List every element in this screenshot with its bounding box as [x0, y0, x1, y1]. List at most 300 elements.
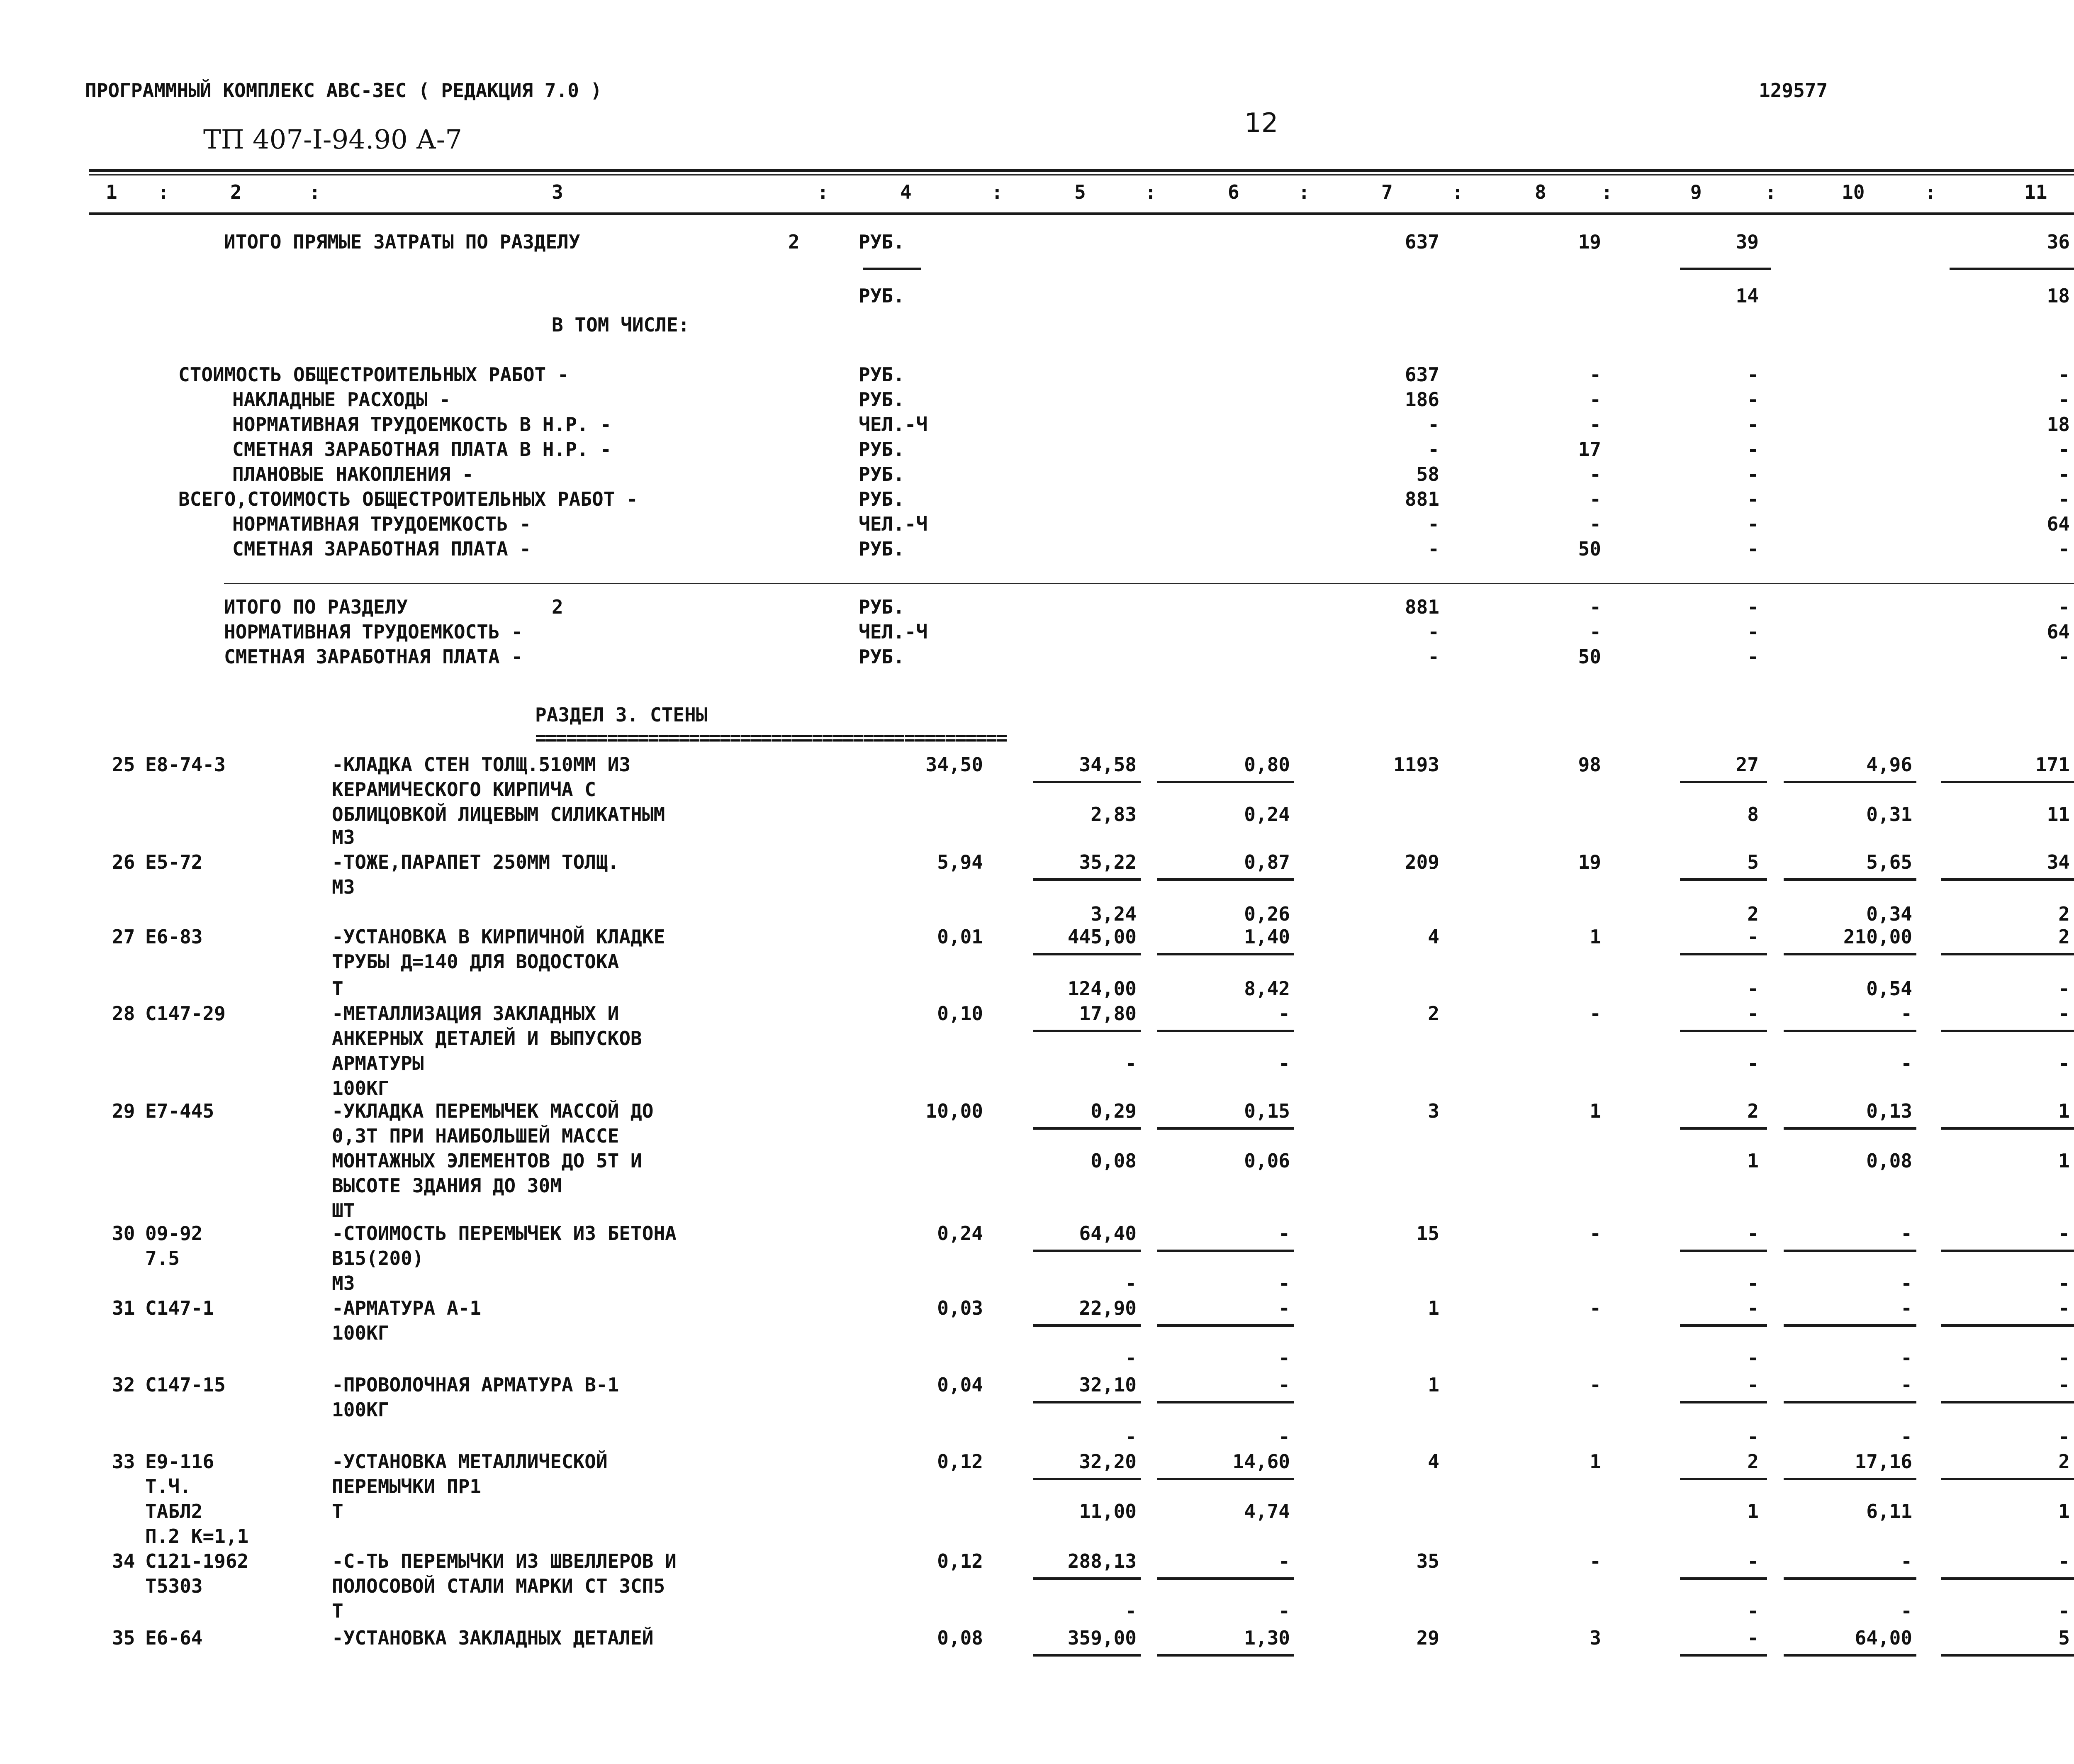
row-value-c6: - [1278, 1052, 1290, 1074]
row-value-c9: - [1747, 926, 1759, 948]
row-description: АРМАТУРЫ [332, 1052, 424, 1074]
summary-label: В ТОМ ЧИСЛЕ: [552, 314, 690, 336]
row-description: -АРМАТУРА А-1 [332, 1297, 482, 1319]
row-number: 33 [112, 1450, 135, 1473]
row-value-c10: 0,31 [1866, 803, 1912, 826]
row-number: 32 [112, 1374, 135, 1396]
row-value-c9: 2 [1747, 1450, 1759, 1473]
summary-value-c11: - [2058, 438, 2070, 460]
row-number: 35 [112, 1627, 135, 1649]
value-underline [1784, 1250, 1916, 1252]
row-description: -УКЛАДКА ПЕРЕМЫЧЕК МАССОЙ ДО [332, 1100, 654, 1122]
value-underline [1680, 1250, 1767, 1252]
row-value-c6: - [1278, 1425, 1290, 1448]
row-value-c11: - [2058, 1297, 2070, 1319]
value-underline [1784, 1030, 1916, 1032]
row-description: Т [332, 977, 343, 1000]
summary-unit: ЧЕЛ.-Ч [859, 413, 928, 436]
row-description: МОНТАЖНЫХ ЭЛЕМЕНТОВ ДО 5Т И [332, 1150, 642, 1172]
row-quantity: 0,24 [937, 1222, 983, 1245]
value-underline [1784, 781, 1916, 783]
value-underline [1157, 953, 1294, 955]
row-value-c9: 2 [1747, 1100, 1759, 1122]
summary-unit: РУБ. [859, 438, 905, 460]
row-value-c10: 4,96 [1866, 753, 1912, 776]
row-value-c5: - [1125, 1052, 1137, 1074]
row-value-c11: 11 [2047, 803, 2070, 826]
summary-value-c7: - [1428, 621, 1439, 643]
row-value-c11: - [2058, 1347, 2070, 1369]
row-value-c9: - [1747, 1272, 1759, 1294]
value-underline [1941, 1577, 2074, 1580]
row-quantity: 10,00 [925, 1100, 983, 1122]
value-underline [1157, 1478, 1294, 1480]
value-underline [1033, 1577, 1141, 1580]
value-underline [1680, 1401, 1767, 1403]
summary-value-c7: 881 [1405, 488, 1439, 510]
row-value-c5: 359,00 [1067, 1627, 1137, 1649]
row-value-c10: - [1901, 1374, 1912, 1396]
row-value-c10: - [1901, 1222, 1912, 1245]
summary-value-c7: - [1428, 438, 1439, 460]
row-value-c6: - [1278, 1374, 1290, 1396]
column-separator: : [1925, 181, 1936, 203]
summary-value-c11: 18 [2047, 413, 2070, 436]
value-underline [1680, 953, 1767, 955]
column-number: 5 [1074, 181, 1086, 203]
column-number: 10 [1842, 181, 1865, 203]
total-underline [1950, 268, 2074, 270]
row-value-c5: 0,29 [1091, 1100, 1137, 1122]
summary-value-c11: 64 [2047, 621, 2070, 643]
row-code: С147-1 [145, 1297, 214, 1319]
column-number: 7 [1381, 181, 1393, 203]
row-value-c9: - [1747, 1052, 1759, 1074]
row-description: -КЛАДКА СТЕН ТОЛЩ.510ММ ИЗ [332, 753, 631, 776]
row-value-c5: 2,83 [1091, 803, 1137, 826]
summary-value-c8: - [1590, 513, 1601, 535]
row-value-c7: 29 [1416, 1627, 1439, 1649]
header-top-rule [89, 169, 2074, 172]
summary-unit: РУБ. [859, 231, 905, 253]
summary-value-c9: - [1747, 513, 1759, 535]
row-value-c10: 17,16 [1855, 1450, 1912, 1473]
value-underline [1680, 1127, 1767, 1130]
row-description: Т [332, 1600, 343, 1622]
summary-unit: РУБ. [859, 646, 905, 668]
row-value-c9: - [1747, 1222, 1759, 1245]
row-code: С147-15 [145, 1374, 226, 1396]
row-value-c5: - [1125, 1600, 1137, 1622]
row-value-c10: - [1901, 1052, 1912, 1074]
row-value-c9: - [1747, 1297, 1759, 1319]
value-underline [1033, 1127, 1141, 1130]
value-underline [1941, 1401, 2074, 1403]
row-value-c10: - [1901, 1002, 1912, 1025]
row-value-c9: - [1747, 977, 1759, 1000]
summary-value-c8: 19 [1578, 231, 1601, 253]
summary-value-c9: - [1747, 621, 1759, 643]
value-underline [1784, 878, 1916, 881]
row-description: ПЕРЕМЫЧКИ ПР1 [332, 1475, 482, 1498]
summary-unit: РУБ. [859, 388, 905, 411]
summary-label: ПЛАНОВЫЕ НАКОПЛЕНИЯ - [232, 463, 474, 485]
row-value-c6: 0,06 [1244, 1150, 1290, 1172]
row-value-c5: 17,80 [1079, 1002, 1137, 1025]
row-value-c5: - [1125, 1347, 1137, 1369]
row-value-c11: - [2058, 1272, 2070, 1294]
value-underline [1680, 1577, 1767, 1580]
summary-unit: РУБ. [859, 363, 905, 386]
row-code: 7.5 [145, 1247, 180, 1269]
row-value-c11: - [2058, 1222, 2070, 1245]
row-description: 100КГ [332, 1077, 389, 1099]
row-value-c8: 19 [1578, 851, 1601, 873]
row-value-c5: - [1125, 1272, 1137, 1294]
row-number: 26 [112, 851, 135, 873]
row-description: 100КГ [332, 1322, 389, 1344]
row-code: Т.Ч. [145, 1475, 191, 1498]
summary-value-c11: - [2058, 488, 2070, 510]
row-description: ШТ [332, 1199, 355, 1222]
row-value-c9: 27 [1736, 753, 1759, 776]
column-separator: : [817, 181, 829, 203]
row-value-c6: 0,26 [1244, 903, 1290, 925]
value-underline [1157, 1127, 1294, 1130]
summary-value-c8: - [1590, 621, 1601, 643]
summary-value-c9: - [1747, 363, 1759, 386]
row-value-c10: 64,00 [1855, 1627, 1912, 1649]
row-value-c5: 3,24 [1091, 903, 1137, 925]
value-underline [1033, 1401, 1141, 1403]
summary-value-c7: 58 [1416, 463, 1439, 485]
value-underline [1157, 1401, 1294, 1403]
summary-unit: РУБ. [859, 538, 905, 560]
row-value-c6: - [1278, 1002, 1290, 1025]
value-underline [1157, 1324, 1294, 1327]
value-underline [1784, 953, 1916, 955]
row-value-c10: 0,54 [1866, 977, 1912, 1000]
value-underline [1941, 953, 2074, 955]
value-underline [1784, 1127, 1916, 1130]
summary-label: СМЕТНАЯ ЗАРАБОТНАЯ ПЛАТА В Н.Р. - [232, 438, 611, 460]
column-separator: : [1298, 181, 1310, 203]
row-description: М3 [332, 1272, 355, 1294]
row-value-c11: 1 [2058, 1500, 2070, 1523]
row-value-c8: - [1590, 1002, 1601, 1025]
row-description: -СТОИМОСТЬ ПЕРЕМЫЧЕК ИЗ БЕТОНА [332, 1222, 677, 1245]
value-underline [1157, 1030, 1294, 1032]
value-underline [1157, 1577, 1294, 1580]
row-value-c8: 98 [1578, 753, 1601, 776]
row-value-c6: 0,80 [1244, 753, 1290, 776]
column-separator: : [1145, 181, 1156, 203]
row-code: Е6-83 [145, 926, 203, 948]
row-value-c6: - [1278, 1272, 1290, 1294]
row-value-c9: - [1747, 1627, 1759, 1649]
value-underline [1941, 1324, 2074, 1327]
value-underline [1784, 1401, 1916, 1403]
row-value-c9: 1 [1747, 1150, 1759, 1172]
row-value-c11: 2 [2058, 903, 2070, 925]
section-rule: ============================================== [535, 726, 1006, 749]
row-description: ВЫСОТЕ ЗДАНИЯ ДО 30М [332, 1174, 562, 1197]
row-value-c9: 5 [1747, 851, 1759, 873]
total-underline [1680, 268, 1771, 270]
row-code: Е8-74-3 [145, 753, 226, 776]
column-number: 6 [1228, 181, 1239, 203]
row-value-c10: 0,08 [1866, 1150, 1912, 1172]
row-value-c7: 1 [1428, 1297, 1439, 1319]
row-description: -УСТАНОВКА В КИРПИЧНОЙ КЛАДКЕ [332, 926, 665, 948]
summary-unit: ЧЕЛ.-Ч [859, 513, 928, 535]
summary-label: СМЕТНАЯ ЗАРАБОТНАЯ ПЛАТА - [232, 538, 531, 560]
row-description: -МЕТАЛЛИЗАЦИЯ ЗАКЛАДНЫХ И [332, 1002, 619, 1025]
summary-value-c11: - [2058, 463, 2070, 485]
row-quantity: 0,04 [937, 1374, 983, 1396]
row-quantity: 0,10 [937, 1002, 983, 1025]
row-value-c6: 0,87 [1244, 851, 1290, 873]
value-underline [1033, 781, 1141, 783]
row-value-c11: 1 [2058, 1150, 2070, 1172]
row-value-c5: - [1125, 1425, 1137, 1448]
column-separator: : [1452, 181, 1463, 203]
column-number: 9 [1690, 181, 1702, 203]
value-underline [1941, 1654, 2074, 1657]
row-description: КЕРАМИЧЕСКОГО КИРПИЧА С [332, 778, 596, 801]
summary-value-c9: - [1747, 596, 1759, 618]
row-value-c9: - [1747, 1374, 1759, 1396]
summary-value-c9: - [1747, 438, 1759, 460]
header-top-rule-2 [89, 174, 2074, 175]
row-value-c11: - [2058, 1550, 2070, 1572]
row-value-c7: 1193 [1393, 753, 1439, 776]
value-underline [1157, 878, 1294, 881]
row-description: АНКЕРНЫХ ДЕТАЛЕЙ И ВЫПУСКОВ [332, 1027, 642, 1050]
value-underline [1033, 1250, 1141, 1252]
summary-label: ВСЕГО,СТОИМОСТЬ ОБЩЕСТРОИТЕЛЬНЫХ РАБОТ - [178, 488, 638, 510]
column-number: 4 [900, 181, 912, 203]
value-underline [1680, 1030, 1767, 1032]
row-number: 29 [112, 1100, 135, 1122]
summary-value-c9: - [1747, 463, 1759, 485]
summary-label: СМЕТНАЯ ЗАРАБОТНАЯ ПЛАТА - [224, 646, 523, 668]
document-number: 129577 [1759, 79, 1828, 102]
row-value-c7: 4 [1428, 1450, 1439, 1473]
column-separator: : [309, 181, 321, 203]
row-value-c6: - [1278, 1600, 1290, 1622]
row-value-c8: - [1590, 1222, 1601, 1245]
summary-value-c8: 50 [1578, 538, 1601, 560]
row-value-c9: 1 [1747, 1500, 1759, 1523]
row-value-c6: 0,24 [1244, 803, 1290, 826]
value-underline [1033, 953, 1141, 955]
total-underline [863, 268, 921, 270]
value-underline [1033, 1324, 1141, 1327]
row-value-c11: - [2058, 977, 2070, 1000]
summary-value-c7: - [1428, 538, 1439, 560]
document-code: ТП 407-I-94.90 А-7 [203, 124, 462, 155]
value-underline [1784, 1478, 1916, 1480]
summary-value-c8: 50 [1578, 646, 1601, 668]
row-value-c6: 8,42 [1244, 977, 1290, 1000]
summary-label: ИТОГО ПРЯМЫЕ ЗАТРАТЫ ПО РАЗДЕЛУ [224, 231, 580, 253]
row-number: 27 [112, 926, 135, 948]
value-underline [1784, 1654, 1916, 1657]
row-value-c9: - [1747, 1002, 1759, 1025]
row-value-c10: - [1901, 1347, 1912, 1369]
row-value-c6: - [1278, 1347, 1290, 1369]
row-value-c9: - [1747, 1600, 1759, 1622]
row-value-c5: 445,00 [1067, 926, 1137, 948]
value-underline [1941, 1127, 2074, 1130]
row-description: В15(200) [332, 1247, 424, 1269]
row-value-c6: 4,74 [1244, 1500, 1290, 1523]
row-code: 09-92 [145, 1222, 203, 1245]
column-separator: : [1601, 181, 1613, 203]
row-value-c10: 0,34 [1866, 903, 1912, 925]
row-value-c7: 209 [1405, 851, 1439, 873]
row-value-c5: 124,00 [1067, 977, 1137, 1000]
row-value-c10: - [1901, 1550, 1912, 1572]
row-value-c10: 0,13 [1866, 1100, 1912, 1122]
summary-value-c11: 18 [2047, 285, 2070, 307]
column-number: 3 [552, 181, 563, 203]
summary-label: ИТОГО ПО РАЗДЕЛУ [224, 596, 408, 618]
page-number: 12 [1244, 108, 1278, 139]
row-quantity: 0,12 [937, 1450, 983, 1473]
summary-section-number: 2 [552, 596, 563, 618]
summary-value-c9: - [1747, 488, 1759, 510]
row-value-c10: - [1901, 1600, 1912, 1622]
row-value-c8: - [1590, 1297, 1601, 1319]
summary-value-c8: 17 [1578, 438, 1601, 460]
summary-value-c7: 637 [1405, 363, 1439, 386]
summary-value-c9: - [1747, 646, 1759, 668]
summary-unit: РУБ. [859, 488, 905, 510]
row-value-c11: - [2058, 1600, 2070, 1622]
value-underline [1157, 1654, 1294, 1657]
summary-unit: ЧЕЛ.-Ч [859, 621, 928, 643]
summary-value-c11: - [2058, 538, 2070, 560]
row-value-c10: - [1901, 1425, 1912, 1448]
row-description: ТРУБЫ Д=140 ДЛЯ ВОДОСТОКА [332, 950, 619, 973]
summary-value-c7: 637 [1405, 231, 1439, 253]
value-underline [1680, 1654, 1767, 1657]
row-description: -ПРОВОЛОЧНАЯ АРМАТУРА В-1 [332, 1374, 619, 1396]
row-value-c11: 1 [2058, 1100, 2070, 1122]
summary-value-c8: - [1590, 463, 1601, 485]
summary-unit: РУБ. [859, 285, 905, 307]
summary-unit: РУБ. [859, 596, 905, 618]
summary-value-c9: - [1747, 388, 1759, 411]
value-underline [1941, 1250, 2074, 1252]
row-value-c9: - [1747, 1550, 1759, 1572]
value-underline [1941, 878, 2074, 881]
value-underline [1941, 1478, 2074, 1480]
row-number: 31 [112, 1297, 135, 1319]
row-value-c7: 3 [1428, 1100, 1439, 1122]
row-value-c6: 14,60 [1232, 1450, 1290, 1473]
summary-value-c11: - [2058, 363, 2070, 386]
row-value-c7: 35 [1416, 1550, 1439, 1572]
value-underline [1157, 781, 1294, 783]
row-description: М3 [332, 876, 355, 898]
row-value-c6: 1,40 [1244, 926, 1290, 948]
summary-label: НАКЛАДНЫЕ РАСХОДЫ - [232, 388, 451, 411]
summary-unit: РУБ. [859, 463, 905, 485]
row-value-c5: 32,20 [1079, 1450, 1137, 1473]
summary-label: СТОИМОСТЬ ОБЩЕСТРОИТЕЛЬНЫХ РАБОТ - [178, 363, 569, 386]
value-underline [1157, 1250, 1294, 1252]
summary-value-c7: 186 [1405, 388, 1439, 411]
row-description: -УСТАНОВКА ЗАКЛАДНЫХ ДЕТАЛЕЙ [332, 1627, 654, 1649]
row-value-c5: 22,90 [1079, 1297, 1137, 1319]
row-quantity: 34,50 [925, 753, 983, 776]
value-underline [1033, 1030, 1141, 1032]
row-value-c11: - [2058, 1374, 2070, 1396]
row-value-c6: 1,30 [1244, 1627, 1290, 1649]
column-number: 2 [230, 181, 242, 203]
row-value-c6: - [1278, 1222, 1290, 1245]
program-header: ПРОГРАММНЫЙ КОМПЛЕКС АВС-3ЕС ( РЕДАКЦИЯ 7.0 ) [85, 79, 602, 102]
value-underline [1680, 1324, 1767, 1327]
row-value-c5: 32,10 [1079, 1374, 1137, 1396]
summary-value-c9: - [1747, 538, 1759, 560]
row-value-c8: 1 [1590, 1100, 1601, 1122]
value-underline [1680, 878, 1767, 881]
row-value-c7: 2 [1428, 1002, 1439, 1025]
row-code: Е5-72 [145, 851, 203, 873]
row-quantity: 0,01 [937, 926, 983, 948]
row-value-c9: - [1747, 1347, 1759, 1369]
summary-value-c7: - [1428, 413, 1439, 436]
summary-label: НОРМАТИВНАЯ ТРУДОЕМКОСТЬ В Н.Р. - [232, 413, 611, 436]
column-number: 1 [106, 181, 117, 203]
row-code: С147-29 [145, 1002, 226, 1025]
row-code: С121-1962 [145, 1550, 249, 1572]
value-underline [1784, 1577, 1916, 1580]
value-underline [1680, 781, 1767, 783]
value-underline [1033, 1654, 1141, 1657]
row-value-c9: 2 [1747, 903, 1759, 925]
row-number: 25 [112, 753, 135, 776]
summary-value-c8: - [1590, 413, 1601, 436]
row-value-c7: 1 [1428, 1374, 1439, 1396]
summary-value-c9: 39 [1736, 231, 1759, 253]
summary-value-c8: - [1590, 596, 1601, 618]
value-underline [1680, 1478, 1767, 1480]
row-value-c8: - [1590, 1550, 1601, 1572]
row-value-c5: 288,13 [1067, 1550, 1137, 1572]
row-quantity: 0,08 [937, 1627, 983, 1649]
row-value-c9: 8 [1747, 803, 1759, 826]
summary-value-c11: - [2058, 596, 2070, 618]
value-underline [1941, 781, 2074, 783]
column-number: 11 [2024, 181, 2047, 203]
row-number: 28 [112, 1002, 135, 1025]
row-value-c11: 2 [2058, 1450, 2070, 1473]
row-value-c5: 0,08 [1091, 1150, 1137, 1172]
row-description: ОБЛИЦОВКОЙ ЛИЦЕВЫМ СИЛИКАТНЫМ [332, 803, 665, 826]
row-value-c6: - [1278, 1297, 1290, 1319]
row-code: ТАБЛ2 [145, 1500, 203, 1523]
row-value-c5: 35,22 [1079, 851, 1137, 873]
row-value-c10: 5,65 [1866, 851, 1912, 873]
row-value-c5: 64,40 [1079, 1222, 1137, 1245]
summary-value-c11: 64 [2047, 513, 2070, 535]
row-value-c7: 4 [1428, 926, 1439, 948]
